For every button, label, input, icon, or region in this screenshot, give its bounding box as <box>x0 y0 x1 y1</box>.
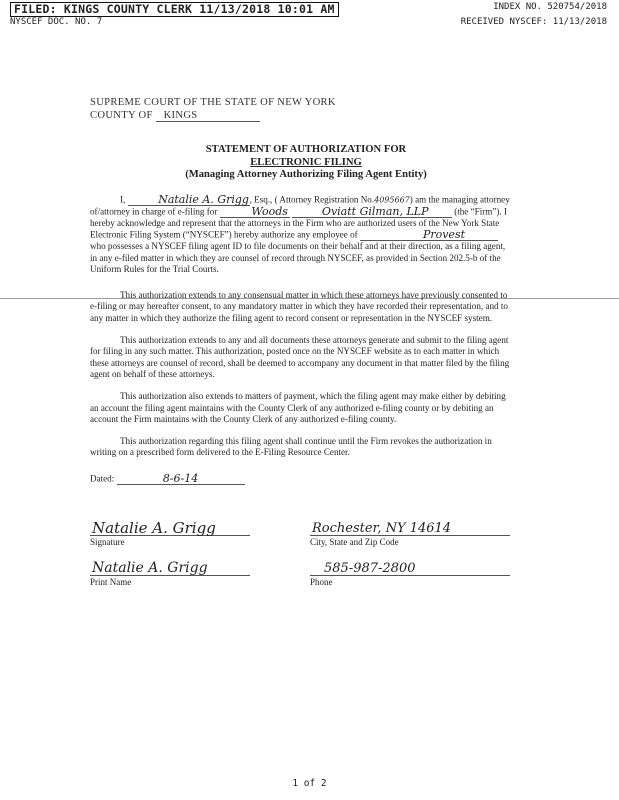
city-line <box>310 515 510 536</box>
print-name-value: Natalie A. Grigg <box>92 560 208 576</box>
received-date: RECEIVED NYSCEF: 11/13/2018 <box>460 17 607 27</box>
index-number: INDEX NO. 520754/2018 <box>493 2 607 12</box>
county-value: KINGS <box>156 110 260 122</box>
dated-label: Dated: <box>90 473 115 484</box>
title-line-2: ELECTRONIC FILING <box>250 156 362 168</box>
doc-number: NYSCEF DOC. NO. 7 <box>10 17 103 27</box>
court-name: SUPREME COURT OF THE STATE OF NEW YORK <box>90 97 336 108</box>
signature-column-left <box>90 515 250 588</box>
title-line-1: STATEMENT OF AUTHORIZATION FOR <box>205 144 407 155</box>
paragraph-consensual: This authorization extends to any consensual matter in which these attorneys have previously consented to e-filing or may hereafter consent, to any mandatory matter in which they have recorded their representation, and to any matter in which they authorize the filing agent to record consent or representation in the NYSCEF system. <box>90 289 508 324</box>
auth-text-4: (the “Firm”). I hereby acknowledge and represent that the attorneys in the Firm who are authorized users of the New York State Electronic Filing System (“NYSCEF”) hereby authorize any employee of <box>90 205 507 240</box>
signature-column-right <box>310 515 510 588</box>
firm-name-field: Oviatt Gilman, LLP <box>292 206 452 218</box>
registration-number: 4095667 <box>374 194 410 204</box>
filing-agent-field: Provest <box>360 229 498 241</box>
phone-line <box>310 555 510 576</box>
page-number: 1 of 2 <box>292 778 327 789</box>
paragraph-revocation: This authorization regarding this filing agent shall continue until the Firm revokes the authorization in writing on a prescribed form delivered to the E-Filing Resource Center. <box>90 435 492 458</box>
attorney-name-field: Natalie A. Grigg <box>128 194 250 206</box>
county-line <box>90 109 510 122</box>
auth-text-5: who possesses a NYSCEF filing agent ID to file documents on their behalf and at their direction, as a filing agent, in any e-filed matter in which they are counsel of record through NYSCEF, as provided in Section 202.5-b of the Uniform Rules for the Trial Courts. <box>90 241 506 275</box>
paragraph-payment: This authorization also extends to matters of payment, which the filing agent may make either by debiting an account the filing agent maintains with the County Clerk of any authorized e-filing county or by debiting an account the Firm maintains with the County Clerk of any authorized e-filing county. <box>90 391 506 425</box>
phone-label: Phone <box>310 576 333 587</box>
auth-text-1: I, <box>120 193 126 204</box>
county-label: COUNTY OF <box>90 110 153 121</box>
signature-value: Natalie A. Grigg <box>92 519 216 538</box>
city-value: Rochester, NY 14614 <box>312 521 452 537</box>
document-title <box>102 144 510 182</box>
print-name-line <box>90 555 250 576</box>
paragraph-documents: This authorization extends to any and all documents these attorneys generate and submit to the filing agent for filing in any such matter. This authorization, posted once on the NYSCEF website as to each matter in which these attorneys are counsel of record, shall be deemed to accompany any document in that matter filed by the filing agent on behalf of these attorneys. <box>90 334 510 380</box>
city-label: City, State and Zip Code <box>310 537 399 547</box>
dated-value: 8-6-14 <box>117 473 245 485</box>
document-body <box>90 96 510 588</box>
auth-text-3: ) am the managing attorney of/attorney in charge of e-filing for <box>90 193 510 216</box>
authorization-paragraph <box>90 194 510 276</box>
auth-text-2: , Esq., ( Attorney Registration No. <box>249 193 375 204</box>
signature-block <box>90 515 510 588</box>
title-line-3: (Managing Attorney Authorizing Filing Agent Entity) <box>185 169 427 180</box>
signature-label: Signature <box>90 537 125 547</box>
filed-stamp: FILED: KINGS COUNTY CLERK 11/13/2018 10:01 AM <box>10 2 339 17</box>
firm-short-field: Woods <box>220 206 290 218</box>
dated-line <box>90 473 510 485</box>
print-name-label: Print Name <box>90 576 132 587</box>
phone-value: 585-987-2800 <box>324 561 416 576</box>
signature-line <box>90 515 250 536</box>
